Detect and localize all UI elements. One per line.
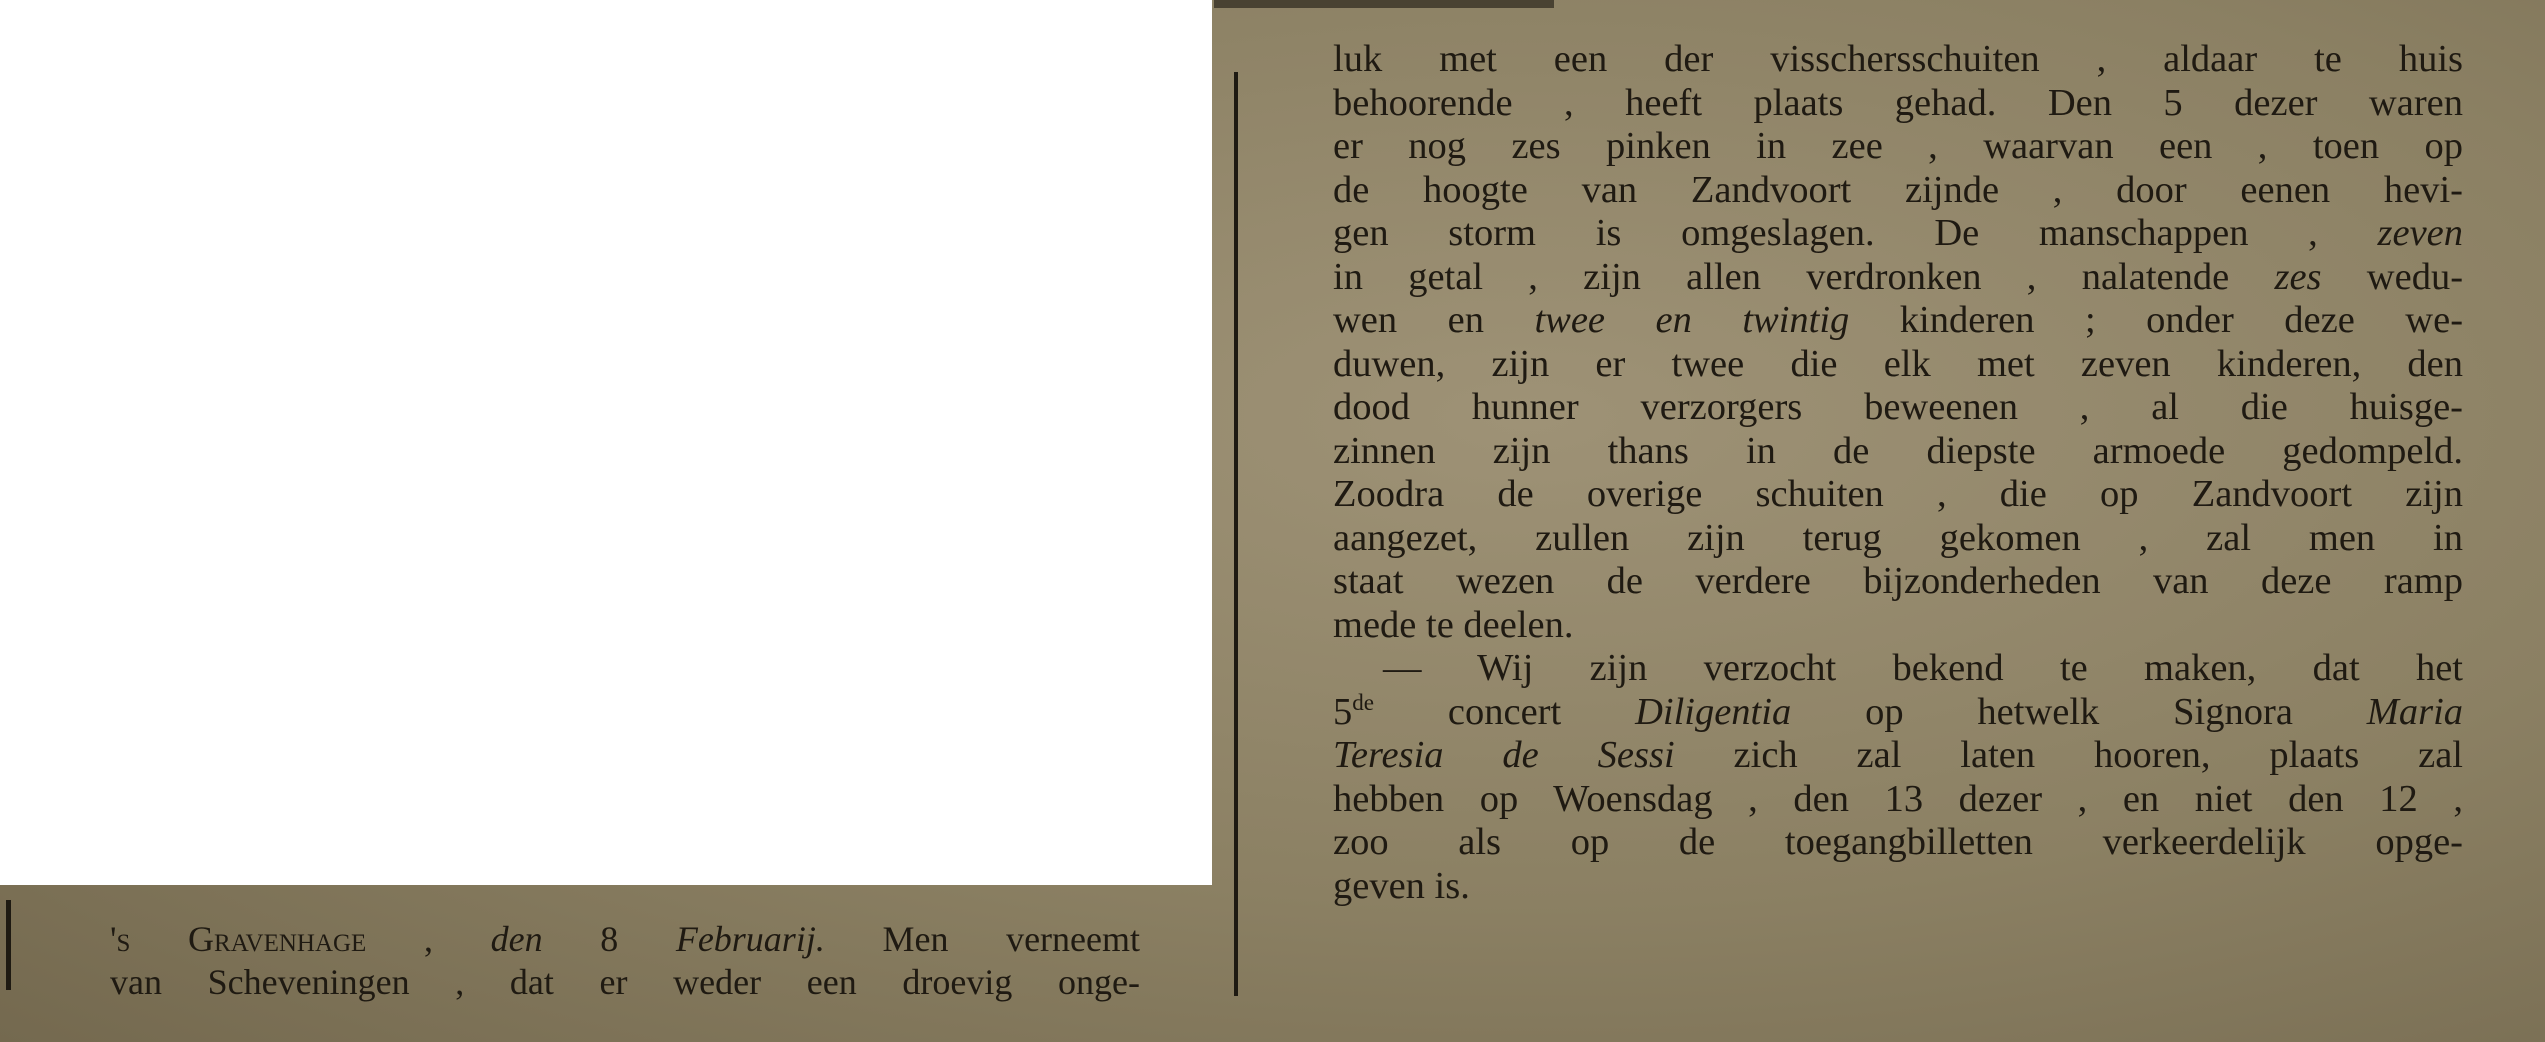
text-line: behoorende , heeft plaats gehad. Den 5 dezer waren	[1333, 81, 2463, 124]
text-line: van Scheveningen , dat er weder een droevig onge-	[110, 962, 1140, 1002]
text-line: Teresia de Sessi zich zal laten hooren, plaats zal	[1333, 734, 2463, 776]
text-line: zinnen zijn thans in de diepste armoede gedompeld.	[1333, 429, 2463, 472]
top-edge-mark	[1214, 0, 1554, 8]
text-line: er nog zes pinken in zee , waarvan een , toen op	[1333, 125, 2463, 167]
text-line: staat wezen de verdere bijzonderheden van deze ramp	[1333, 560, 2463, 602]
text-line: mede te deelen.	[1333, 603, 1574, 646]
right-column-text	[1333, 38, 2463, 908]
text-line: de hoogte van Zandvoort zijnde , door eenen hevi-	[1333, 168, 2463, 211]
column-divider-rule	[1234, 72, 1238, 996]
text-line: dood hunner verzorgers beweenen , al die huisge-	[1333, 386, 2463, 428]
text-line: duwen, zijn er twee die elk met zeven kinderen, den	[1333, 342, 2463, 385]
text-line: gen storm is omgeslagen. De manschappen , zeven	[1333, 212, 2464, 254]
place-name: 's Gravenhage ,	[110, 919, 433, 959]
text-line: geven is.	[1333, 864, 1470, 907]
text-line: — Wij zijn verzocht bekend te maken, dat het	[1383, 647, 2463, 689]
text-line: in getal , zijn allen verdronken , nalatende zes wedu-	[1333, 255, 2464, 298]
text-line: luk met een der visschersschuiten , aldaar te huis	[1333, 38, 2463, 80]
blank-cutout-area	[0, 0, 1212, 885]
text-line: hebben op Woensdag , den 13 dezer , en niet den 12 ,	[1333, 777, 2463, 820]
text-line: aangezet, zullen zijn terug gekomen , zal men in	[1333, 516, 2463, 559]
left-column-text	[110, 918, 1140, 1004]
text-line: zoo als op de toegangbilletten verkeerdelijk opge-	[1333, 821, 2463, 863]
text-line: 5de concert Diligentia op hetwelk Signora Maria	[1333, 688, 2464, 733]
text-line: 's Gravenhage , den 8 Februarij. Men verneemt	[110, 919, 1140, 959]
text-line: wen en twee en twintig kinderen ; onder deze we-	[1333, 299, 2464, 341]
text-line: Zoodra de overige schuiten , die op Zandvoort zijn	[1333, 473, 2463, 515]
left-edge-rule	[6, 900, 11, 990]
